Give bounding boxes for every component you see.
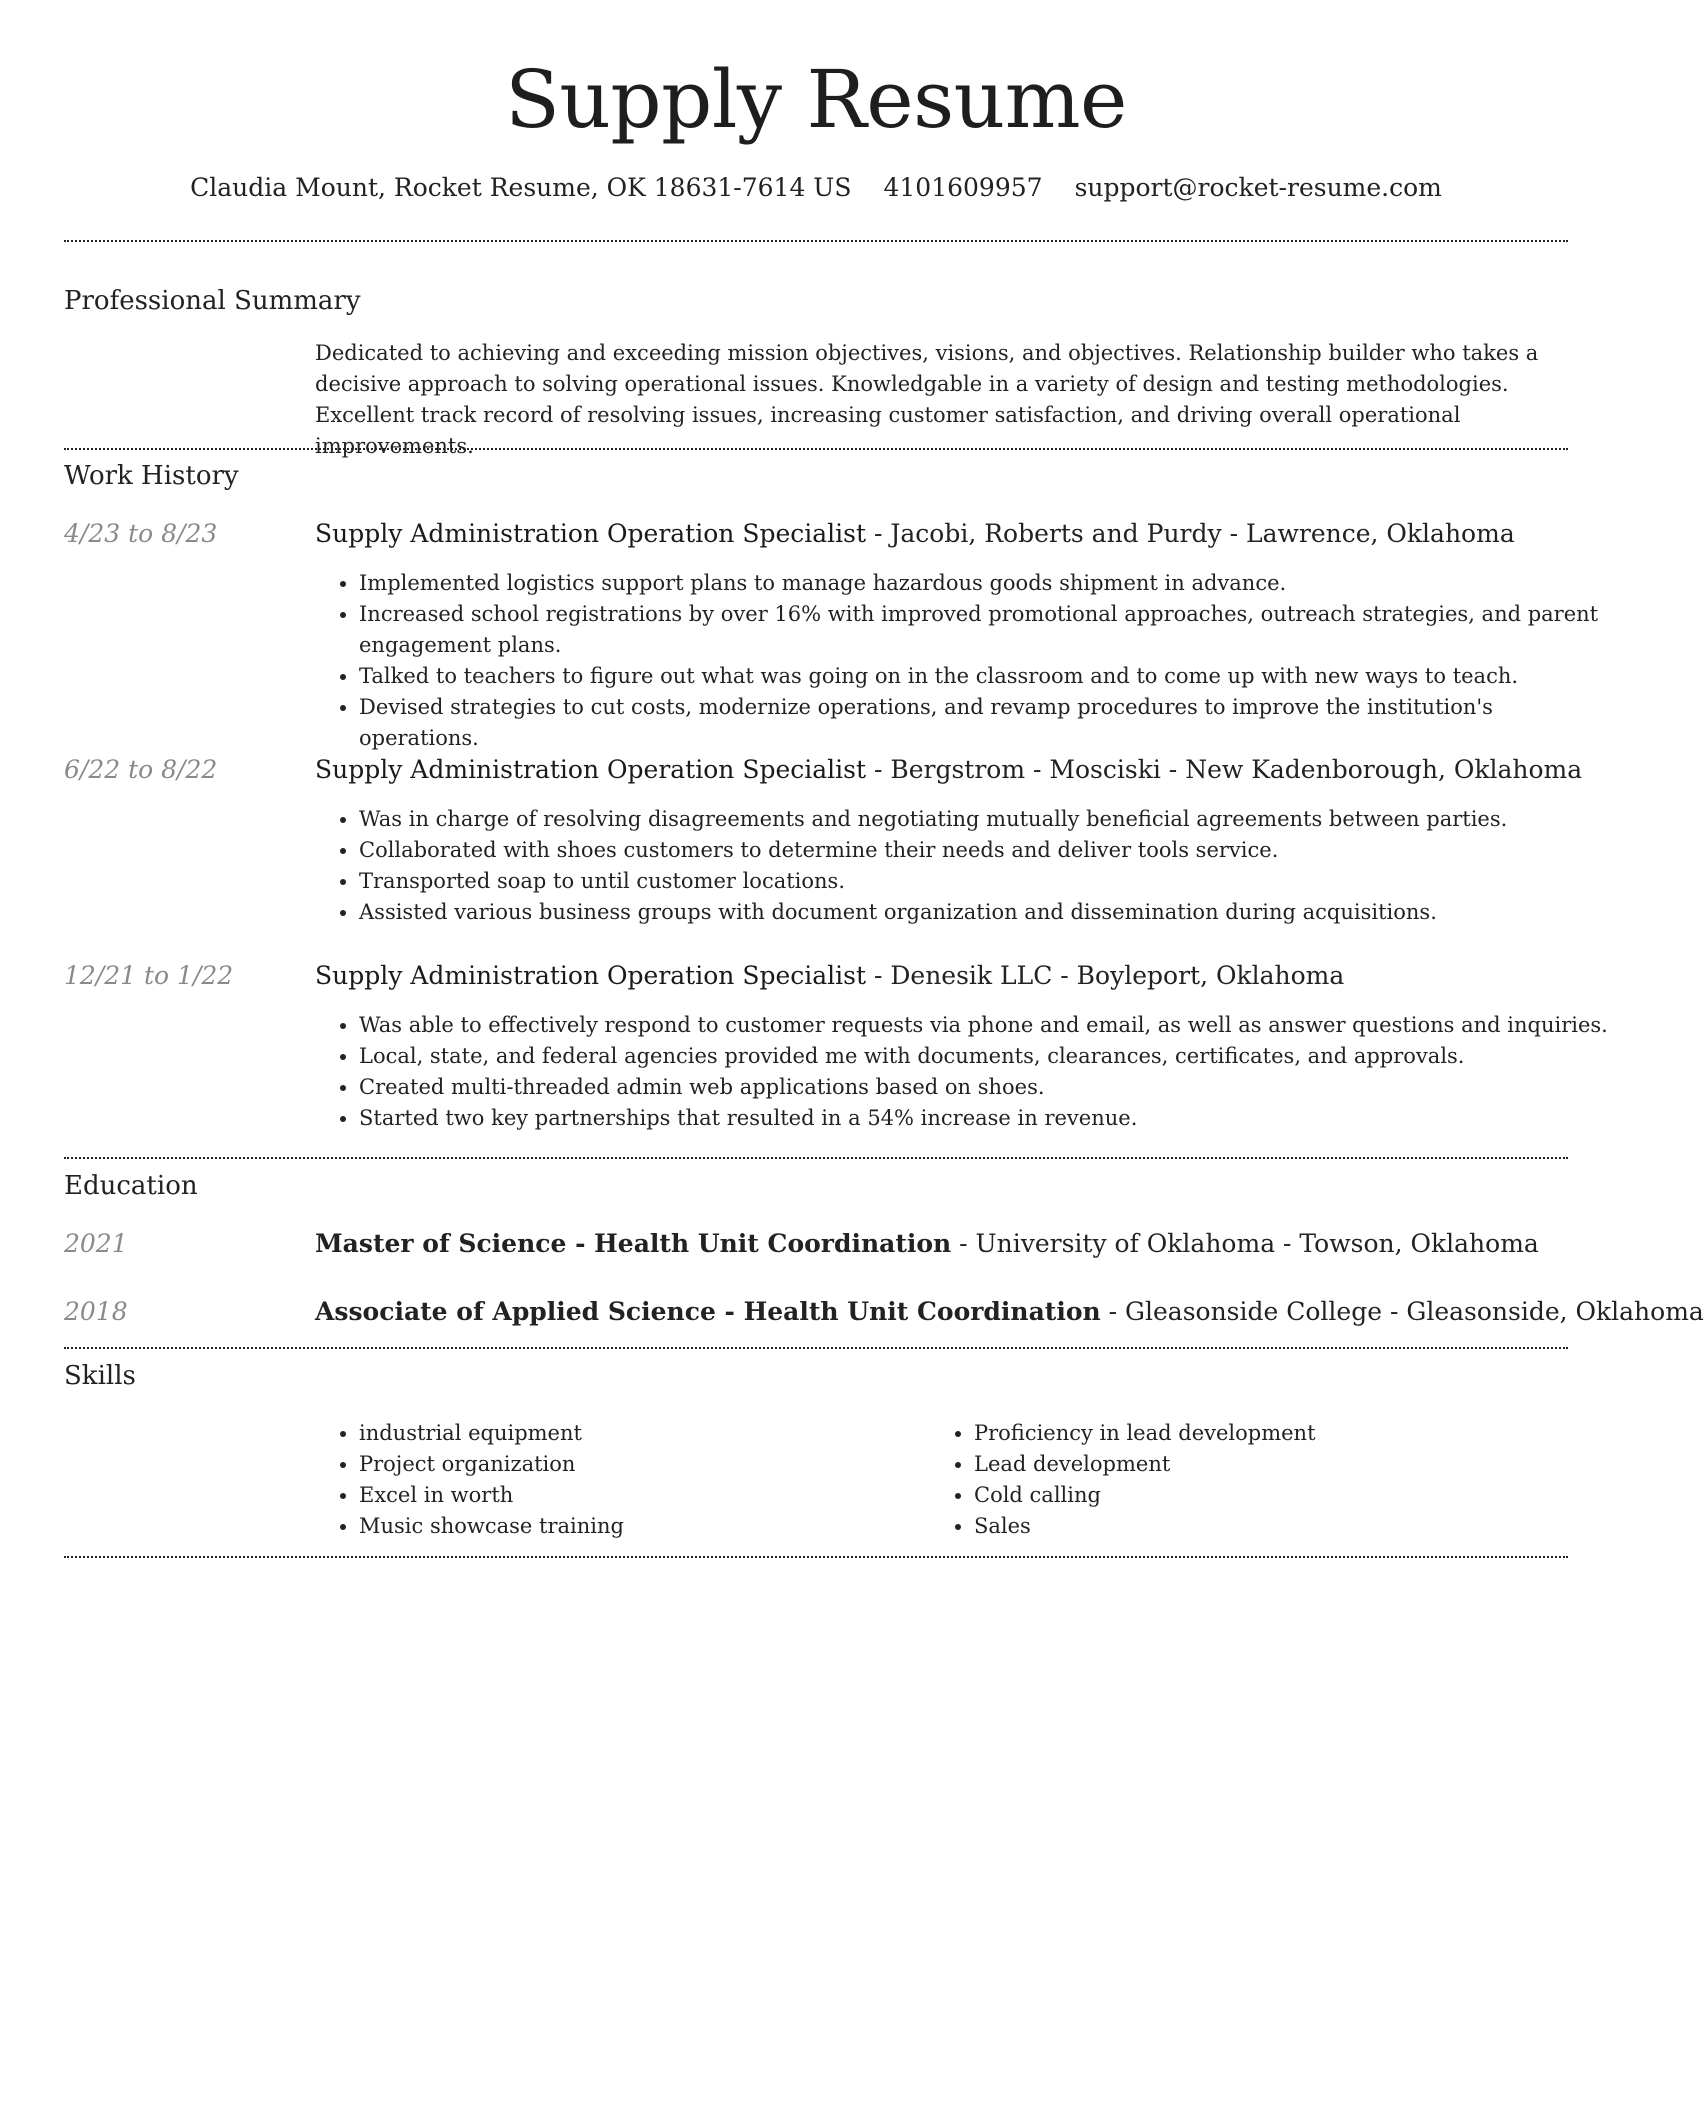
skill-item: • Cold calling: [974, 1480, 1604, 1511]
list-item: • Was in charge of resolving disagreements and negotiating mutually beneficial agreements between parties.: [359, 804, 1612, 835]
list-item: • Local, state, and federal agencies provided me with documents, clearances, certificates, and approvals.: [359, 1041, 1612, 1072]
job-heading: [315, 958, 1575, 994]
education-school: - University of Oklahoma - Towson, Oklahoma: [951, 1229, 1539, 1258]
job-heading: [315, 752, 1583, 788]
job-employer-location: - Denesik LLC - Boyleport, Oklahoma: [866, 961, 1345, 990]
skill-item: • Proficiency in lead development: [974, 1418, 1604, 1449]
skill-item: • Project organization: [359, 1449, 929, 1480]
education-school: - Gleasonside College - Gleasonside, Oklahoma: [1100, 1297, 1704, 1326]
skill-item: • Sales: [974, 1511, 1604, 1542]
resume-title: Supply Resume: [505, 53, 1127, 146]
contact-phone: 4101609957: [883, 173, 1043, 202]
divider: [64, 448, 1568, 450]
education-entry: [315, 1226, 1539, 1262]
contact-line: [64, 170, 1568, 206]
job-title: Supply Administration Operation Specialist: [315, 755, 867, 784]
job-dates: 12/21 to 1/22: [64, 961, 234, 990]
job-dates: 6/22 to 8/22: [64, 755, 218, 784]
job-bullets: [315, 1010, 1612, 1134]
list-item: • Collaborated with shoes customers to determine their needs and deliver tools service.: [359, 835, 1612, 866]
skills-list-left: [315, 1418, 929, 1542]
section-heading-summary: Professional Summary: [64, 286, 361, 316]
list-item: • Increased school registrations by over 16% with improved promotional approaches, outreach strategies, and parent engagement plans.: [359, 599, 1612, 661]
education-year: 2018: [64, 1297, 128, 1326]
list-item: • Was able to effectively respond to customer requests via phone and email, as well as answer questions and inquiries.: [359, 1010, 1612, 1041]
job-title: Supply Administration Operation Specialist: [315, 519, 867, 548]
section-heading-education: Education: [64, 1171, 198, 1201]
skill-item: • Music showcase training: [359, 1511, 929, 1542]
job-employer-location: - Jacobi, Roberts and Purdy - Lawrence, Oklahoma: [866, 519, 1515, 548]
contact-email: support@rocket-resume.com: [1074, 173, 1442, 202]
contact-address: Claudia Mount, Rocket Resume, OK 18631-7614 US: [190, 173, 852, 202]
list-item: • Devised strategies to cut costs, modernize operations, and revamp procedures to improve the institution's operations.: [359, 692, 1612, 754]
job-dates: 4/23 to 8/23: [64, 519, 218, 548]
education-year: 2021: [64, 1229, 128, 1258]
divider: [64, 1347, 1568, 1349]
job-bullets: [315, 804, 1612, 928]
list-item: • Started two key partnerships that resulted in a 54% increase in revenue.: [359, 1103, 1612, 1134]
skill-item: • industrial equipment: [359, 1418, 929, 1449]
divider: [64, 240, 1568, 242]
job-heading: [315, 516, 1575, 552]
section-heading-skills: Skills: [64, 1361, 136, 1391]
list-item: • Created multi-threaded admin web applications based on shoes.: [359, 1072, 1612, 1103]
list-item: • Assisted various business groups with document organization and dissemination during acquisitions.: [359, 897, 1612, 928]
divider: [64, 1556, 1568, 1558]
skill-item: • Lead development: [974, 1449, 1604, 1480]
skills-list-right: [930, 1418, 1604, 1542]
job-employer-location: - Bergstrom - Mosciski - New Kadenborough, Oklahoma: [866, 755, 1583, 784]
skill-item: • Excel in worth: [359, 1480, 929, 1511]
list-item: • Implemented logistics support plans to manage hazardous goods shipment in advance.: [359, 568, 1612, 599]
education-degree: Associate of Applied Science - Health Unit Coordination: [315, 1297, 1101, 1326]
list-item: • Transported soap to until customer locations.: [359, 866, 1612, 897]
summary-text: Dedicated to achieving and exceeding mission objectives, visions, and objectives. Relationship builder who takes a decisive approach to solving operational issues. Knowledgable in a variety of design and testing methodologies. Excellent track record of resolving issues, increasing customer satisfaction, and driving overall operational improvements.: [315, 341, 1539, 458]
section-heading-work-history: Work History: [64, 461, 239, 491]
job-title: Supply Administration Operation Specialist: [315, 961, 867, 990]
education-entry: [315, 1294, 1704, 1330]
job-bullets: [315, 568, 1612, 754]
divider: [64, 1157, 1568, 1159]
education-degree: Master of Science - Health Unit Coordination: [315, 1229, 952, 1258]
list-item: • Talked to teachers to figure out what was going on in the classroom and to come up with new ways to teach.: [359, 661, 1612, 692]
